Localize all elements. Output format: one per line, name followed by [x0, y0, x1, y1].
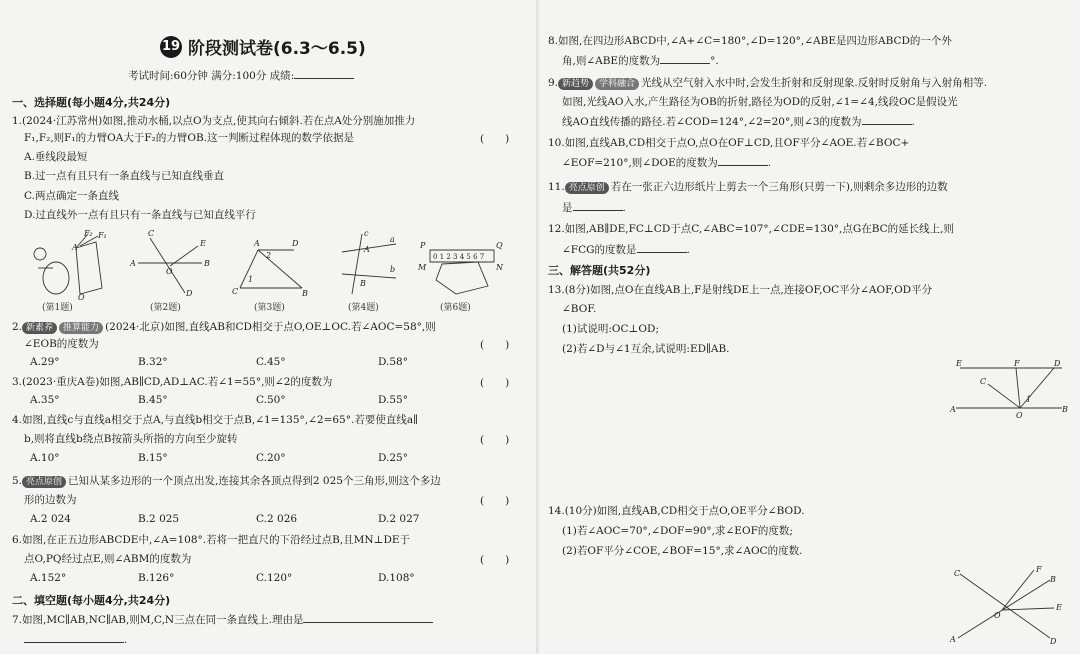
- exam-meta: 考试时间:60分钟 满分:100分 成绩:: [128, 68, 354, 83]
- svg-text:A: A: [72, 243, 78, 252]
- svg-text:A: A: [254, 239, 260, 248]
- svg-text:A: A: [364, 245, 370, 254]
- figure-q1: [18, 228, 108, 302]
- figure-q13: [950, 360, 1070, 418]
- svg-text:2: 2: [266, 251, 272, 260]
- q5-line2: 形的边数为: [24, 494, 77, 506]
- q14-label-b: B: [1050, 575, 1056, 584]
- q9-tag-new-trend: 新趋势: [558, 78, 593, 90]
- q13-label-1: 1: [1026, 395, 1032, 404]
- q13-label-c: C: [980, 377, 987, 386]
- svg-text:O: O: [78, 293, 85, 302]
- q8-blank[interactable]: [660, 53, 710, 64]
- title-text: 阶段测试卷(6.3～6.5): [188, 39, 366, 59]
- caption-q4: (第4题): [348, 303, 379, 313]
- svg-text:B: B: [360, 279, 366, 288]
- q5-option-a[interactable]: A.2 024: [30, 513, 71, 525]
- q7-blank[interactable]: [303, 612, 433, 623]
- q7-line1: 7.如图,MC∥AB,NC∥AB,则M,C,N三点在同一条直线上.理由是: [12, 612, 433, 627]
- figure-q2: [130, 228, 210, 298]
- q1-option-b[interactable]: B.过一点有且只有一条直线与已知直线垂直: [24, 170, 225, 182]
- svg-text:C: C: [232, 287, 239, 296]
- q13-label-o: O: [1016, 411, 1023, 420]
- q13-label-a: A: [950, 405, 956, 414]
- q13-line2: ∠BOF.: [562, 303, 597, 315]
- section-choice: 一、选择题(每小题4分,共24分): [12, 96, 171, 109]
- q14-label-a: A: [950, 635, 956, 644]
- section-fill: 二、填空题(每小题4分,共24分): [12, 594, 171, 607]
- score-blank[interactable]: [294, 68, 354, 79]
- figure-q6: [418, 240, 508, 296]
- q10-line1: 10.如图,直线AB,CD相交于点O,点O在OF⊥CD,且OF平分∠AOE.若∠BOC+: [548, 137, 910, 149]
- q1-option-d[interactable]: D.过直线外一点有且只有一条直线与已知直线平行: [24, 209, 256, 221]
- q14-label-c: C: [954, 569, 961, 578]
- q13-label-d: D: [1054, 359, 1061, 368]
- q13-label-b: B: [1062, 405, 1068, 414]
- q2-line1: 2. 新素养 推算能力 (2024·北京)如图,直线AB和CD相交于点O,OE⊥OC.若∠AOC=58°,则: [12, 321, 436, 333]
- q14-label-e: E: [1056, 603, 1062, 612]
- svg-text:F₁: F₁: [98, 231, 107, 240]
- q4-option-d[interactable]: D.25°: [378, 452, 408, 464]
- svg-text:P: P: [420, 241, 426, 250]
- q10-line2: ∠EOF=210°,则∠DOE的度数为 .: [562, 157, 772, 169]
- q2-label-e: E: [200, 239, 206, 248]
- figure-q3: [232, 236, 312, 296]
- page-title: [160, 34, 366, 59]
- q6-answer-paren[interactable]: ( ): [480, 554, 510, 566]
- q1-line1: 1.(2024·江苏常州)如图,推动水桶,以点O为支点,使其向右倾斜.若在点A处分别施加推力: [12, 115, 416, 127]
- q14-label-d: D: [1050, 637, 1057, 646]
- q4-option-a[interactable]: A.10°: [30, 452, 60, 464]
- q11-line2: 是 .: [562, 202, 626, 214]
- figure-q4: [340, 229, 400, 296]
- q11-tag-original: 亮点原创: [565, 182, 609, 194]
- q11-line1: 11. 亮点原创 若在一张正六边形纸片上剪去一个三角形(只剪一下),则剩余多边形的边数: [548, 181, 948, 193]
- q2-label-b: B: [204, 259, 210, 268]
- q8-line2: 角,则∠ABE的度数为 °.: [562, 55, 719, 67]
- svg-text:M: M: [418, 263, 427, 272]
- q14-label-f: F: [1036, 565, 1042, 574]
- q4-answer-paren[interactable]: ( ): [480, 434, 510, 446]
- q7-blank-2[interactable]: [24, 632, 124, 643]
- svg-text:B: B: [302, 289, 308, 298]
- q9-line3: 线AO直线传播的路径.若∠COD=124°,∠2=20°,则∠3的度数为 .: [562, 116, 915, 128]
- q6-option-a[interactable]: A.152°: [30, 572, 67, 584]
- q6-option-c[interactable]: C.120°: [256, 572, 293, 584]
- q9-line1: 9. 新趋势 学科融合 光线从空气射入水中时,会发生折射和反射现象.反射时反射角与入射角相等.: [548, 77, 988, 89]
- q2-label-c: C: [148, 229, 155, 238]
- right-page: [540, 0, 1080, 654]
- caption-q3: (第3题): [254, 303, 285, 313]
- q4-option-b[interactable]: B.15°: [138, 452, 168, 464]
- q5-tag-original: 亮点原创: [22, 476, 66, 488]
- q10-blank[interactable]: [718, 155, 768, 166]
- section-answer: 三、解答题(共52分): [548, 264, 651, 277]
- svg-text:N: N: [496, 263, 503, 272]
- q6-option-d[interactable]: D.108°: [378, 572, 415, 584]
- q13-label-f: F: [1014, 359, 1020, 368]
- q1-option-c[interactable]: C.两点确定一条直线: [24, 190, 119, 202]
- ruler-numbers: 0 1 2 3 4 5 6 7: [433, 253, 485, 261]
- q12-line1: 12.如图,AB∥DE,FC⊥CD于点C,∠ABC=107°,∠CDE=130°,点G在BC的延长线上,则: [548, 223, 955, 235]
- q3-option-c[interactable]: C.50°: [256, 394, 286, 406]
- q3-option-a[interactable]: A.35°: [30, 394, 60, 406]
- figure-q14: [950, 566, 1070, 644]
- q5-option-d[interactable]: D.2 027: [378, 513, 420, 525]
- q3-option-b[interactable]: B.45°: [138, 394, 168, 406]
- q6-line2: 点O,PQ经过点E,则∠ABM的度数为: [24, 553, 192, 565]
- q2-option-c[interactable]: C.45°: [256, 356, 286, 368]
- q14-line1: 14.(10分)如图,直线AB,CD相交于点O,OE平分∠BOD.: [548, 505, 805, 517]
- q1-answer-paren[interactable]: ( ): [480, 133, 510, 145]
- q5-option-b[interactable]: B.2 025: [138, 513, 180, 525]
- q13-sub2: (2)若∠D与∠1互余,试说明:ED∥AB.: [562, 343, 730, 355]
- svg-text:Q: Q: [496, 241, 503, 250]
- svg-text:1: 1: [248, 275, 254, 284]
- q2-label-d: D: [186, 289, 193, 298]
- unit-number-badge: 19: [160, 36, 182, 58]
- q2-label-a: A: [130, 259, 136, 268]
- q1-option-a[interactable]: A.垂线段最短: [24, 151, 88, 163]
- q2-option-a[interactable]: A.29°: [30, 356, 60, 368]
- q9-line2: 如图,光线AO入水,产生路径为OB的折射,路径为OD的反射,∠1=∠4,线段OC是假设光: [562, 96, 958, 108]
- q11-blank[interactable]: [573, 200, 623, 211]
- q2-option-b[interactable]: B.32°: [138, 356, 168, 368]
- q2-tag-new-literacy: 新素养: [22, 322, 57, 334]
- q3-option-d[interactable]: D.55°: [378, 394, 408, 406]
- q5-line1: 5. 亮点原创 已知从某多边形的一个顶点出发,连接其余各顶点得到2 025个三角形,则这个多边: [12, 475, 441, 487]
- q12-line2: ∠FCG的度数是 .: [562, 244, 690, 256]
- q5-option-c[interactable]: C.2 026: [256, 513, 298, 525]
- q13-label-e: E: [956, 359, 962, 368]
- q14-sub2: (2)若OF平分∠COE,∠BOF=15°,求∠AOC的度数.: [562, 545, 803, 557]
- q4-line2: b,则将直线b绕点B按箭头所指的方向至少旋转: [24, 433, 238, 445]
- q2-label-o: O: [166, 267, 173, 276]
- q8-line1: 8.如图,在四边形ABCD中,∠A+∠C=180°,∠D=120°,∠ABE是四边形ABCD的一个外: [548, 35, 952, 47]
- q4-line1: 4.如图,直线c与直线a相交于点A,与直线b相交于点B,∠1=135°,∠2=65°.若要使直线a∥: [12, 414, 418, 426]
- q14-sub1: (1)若∠AOC=70°,∠DOF=90°,求∠EOF的度数;: [562, 525, 793, 537]
- q6-option-b[interactable]: B.126°: [138, 572, 175, 584]
- caption-q6: (第6题): [440, 303, 471, 313]
- q2-answer-paren[interactable]: ( ): [480, 339, 510, 351]
- q14-label-o: O: [994, 611, 1001, 620]
- svg-text:c: c: [364, 229, 369, 238]
- svg-text:a: a: [390, 235, 395, 244]
- q3-answer-paren[interactable]: ( ): [480, 377, 510, 389]
- svg-text:F₂: F₂: [84, 229, 93, 238]
- q2-line2: ∠EOB的度数为: [24, 338, 99, 350]
- q7-line2: .: [24, 632, 127, 647]
- q13-line1: 13.(8分)如图,点O在直线AB上,F是射线DE上一点,连接OF,OC平分∠AOF,OD平分: [548, 284, 933, 296]
- q12-blank[interactable]: [637, 242, 687, 253]
- q9-tag-interdisciplinary: 学科融合: [595, 78, 639, 90]
- caption-q2: (第2题): [150, 303, 181, 313]
- q13-sub1: (1)试说明:OC⊥OD;: [562, 323, 659, 335]
- q2-option-d[interactable]: D.58°: [378, 356, 408, 368]
- q4-option-c[interactable]: C.20°: [256, 452, 286, 464]
- q9-blank[interactable]: [862, 114, 912, 125]
- q6-line1: 6.如图,在正五边形ABCDE中,∠A=108°.若将一把直尺的下沿经过点B,且MN⊥DE于: [12, 534, 411, 546]
- svg-text:D: D: [292, 239, 299, 248]
- q5-answer-paren[interactable]: ( ): [480, 495, 510, 507]
- left-page: [0, 0, 535, 654]
- svg-text:b: b: [390, 265, 396, 274]
- caption-q1: (第1题): [42, 303, 73, 313]
- q2-tag-reasoning: 推算能力: [59, 322, 103, 334]
- q1-line2: F₁,F₂,则F₁的力臂OA大于F₂的力臂OB.这一判断过程体现的数学依据是: [24, 132, 355, 144]
- page-fold: [536, 0, 539, 654]
- q3-line1: 3.(2023·重庆A卷)如图,AB∥CD,AD⊥AC.若∠1=55°,则∠2的度数为: [12, 376, 333, 388]
